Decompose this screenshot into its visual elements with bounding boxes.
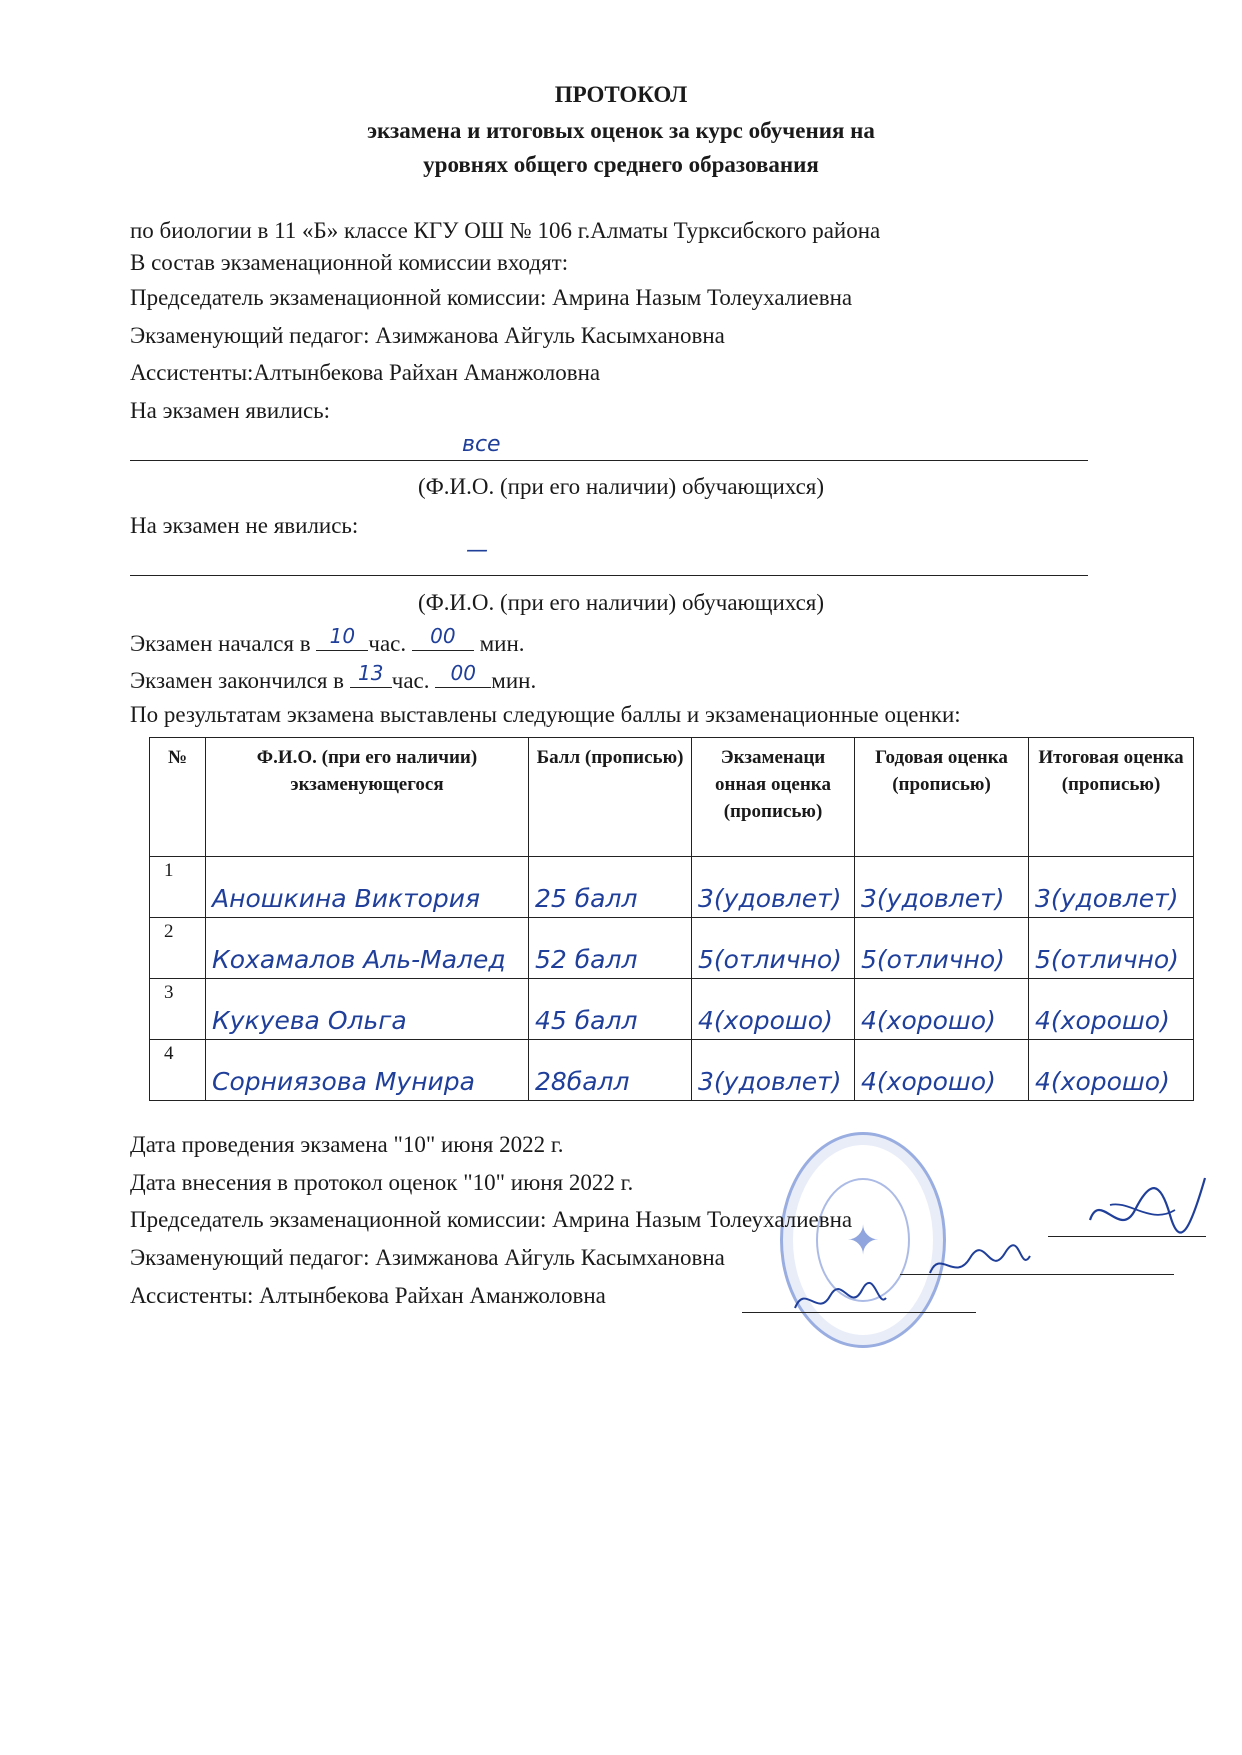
examiner-line: Экзаменующий педагог: Азимжанова Айгуль Касымхановна	[130, 323, 725, 348]
row-name-cell	[206, 979, 529, 1040]
row-name: Сорниязова Мунира	[212, 1067, 475, 1096]
grades-header-row	[150, 738, 1194, 857]
row-num: 4	[150, 1040, 206, 1101]
absent-caption: (Ф.И.О. (при его наличии) обучающихся)	[417, 590, 825, 615]
examiner-sign-line: Экзаменующий педагог: Азимжанова Айгуль Касымхановна	[130, 1245, 725, 1270]
row-score: 25 балл	[535, 884, 638, 913]
start-min-blank	[412, 624, 474, 651]
row-final-grade: 4(хорошо)	[1035, 1067, 1170, 1096]
row-score: 52 балл	[535, 945, 638, 974]
commission-line: В состав экзаменационной комиссии входят:	[130, 250, 569, 275]
end-min-value: 00	[450, 661, 476, 685]
row-exam-grade: 4(хорошо)	[698, 1006, 833, 1035]
present-label: На экзамен явились:	[130, 398, 331, 423]
table-row	[150, 918, 1194, 979]
row-exam-cell	[692, 979, 855, 1040]
end-time-line	[130, 661, 537, 694]
header-annual-grade: Годовая оценка (прописью)	[855, 738, 1029, 857]
row-name-cell	[206, 918, 529, 979]
assistants-line: Ассистенты:Алтынбекова Райхан Аманжоловна	[130, 360, 601, 385]
header-score: Балл (прописью)	[529, 738, 692, 857]
row-annual-cell	[855, 1040, 1029, 1101]
present-caption: (Ф.И.О. (при его наличии) обучающихся)	[417, 474, 825, 499]
protocol-title: ПРОТОКОЛ	[554, 82, 688, 107]
row-final-cell	[1029, 857, 1194, 918]
end-prefix: Экзамен закончился в	[130, 668, 345, 693]
row-annual-grade: 4(хорошо)	[861, 1067, 996, 1096]
header-num: №	[150, 738, 206, 857]
entry-date-line: Дата внесения в протокол оценок "10" июня 2022 г.	[130, 1170, 634, 1195]
row-exam-cell	[692, 1040, 855, 1101]
row-name: Кохамалов Аль-Малед	[212, 945, 506, 974]
start-min-value: 00	[430, 624, 456, 648]
chair-sign-line: Председатель экзаменационной комиссии: Амрина Назым Толеухалиевна	[130, 1207, 853, 1232]
grades-table	[149, 737, 1194, 1101]
subject-line: по биологии в 11 «Б» классе КГУ ОШ № 106 г.Алматы Турксибского района	[130, 218, 881, 243]
assistants-sign-line: Ассистенты: Алтынбекова Райхан Аманжоловна	[130, 1283, 606, 1308]
row-exam-grade: 3(удовлет)	[698, 1067, 842, 1096]
row-score: 45 балл	[535, 1006, 638, 1035]
row-exam-cell	[692, 857, 855, 918]
row-final-cell	[1029, 979, 1194, 1040]
row-annual-grade: 5(отлично)	[861, 945, 1005, 974]
row-score-cell	[529, 918, 692, 979]
header-name: Ф.И.О. (при его наличии) экзаменующегося	[206, 738, 529, 857]
present-underline	[130, 460, 1088, 461]
end-hour-unit: час.	[391, 668, 430, 693]
header-exam-grade: Экзаменаци онная оценка (прописью)	[692, 738, 855, 857]
row-num: 1	[150, 857, 206, 918]
examiner-signature	[925, 1238, 1035, 1288]
protocol-subtitle-1: экзамена и итоговых оценок за курс обучения на	[367, 118, 875, 143]
row-score-cell	[529, 979, 692, 1040]
row-final-grade: 5(отлично)	[1035, 945, 1179, 974]
row-exam-grade: 5(отлично)	[698, 945, 842, 974]
row-exam-cell	[692, 918, 855, 979]
row-annual-grade: 3(удовлет)	[861, 884, 1005, 913]
row-annual-cell	[855, 857, 1029, 918]
absent-handwritten: —	[466, 538, 488, 563]
row-annual-cell	[855, 979, 1029, 1040]
row-exam-grade: 3(удовлет)	[698, 884, 842, 913]
results-intro: По результатам экзамена выставлены следующие баллы и экзаменационные оценки:	[130, 702, 961, 727]
end-hour-value: 13	[358, 661, 384, 685]
row-annual-grade: 4(хорошо)	[861, 1006, 996, 1035]
table-row	[150, 979, 1194, 1040]
present-handwritten: все	[462, 432, 501, 457]
stamp-emblem-icon: ✦	[816, 1178, 910, 1302]
protocol-subtitle-2: уровнях общего среднего образования	[423, 152, 819, 177]
absent-underline	[130, 575, 1088, 576]
start-min-unit: мин.	[479, 631, 525, 656]
end-min-blank	[435, 661, 491, 688]
start-prefix: Экзамен начался в	[130, 631, 311, 656]
end-min-unit: мин.	[491, 668, 537, 693]
chair-signature	[1080, 1170, 1210, 1250]
end-hour-blank	[350, 661, 392, 688]
table-row	[150, 857, 1194, 918]
row-name-cell	[206, 857, 529, 918]
row-name: Кукуева Ольга	[212, 1006, 407, 1035]
start-hour-blank	[316, 624, 368, 651]
row-final-cell	[1029, 918, 1194, 979]
row-final-grade: 3(удовлет)	[1035, 884, 1179, 913]
row-name: Аношкина Виктория	[212, 884, 481, 913]
header-final-grade: Итоговая оценка (прописью)	[1029, 738, 1194, 857]
row-annual-cell	[855, 918, 1029, 979]
assistant-signature	[790, 1278, 890, 1323]
absent-label: На экзамен не явились:	[130, 513, 359, 538]
exam-date-line: Дата проведения экзамена "10" июня 2022 г.	[130, 1132, 564, 1157]
row-score-cell	[529, 1040, 692, 1101]
row-num: 3	[150, 979, 206, 1040]
table-row	[150, 1040, 1194, 1101]
chair-line: Председатель экзаменационной комиссии: Амрина Назым Толеухалиевна	[130, 285, 853, 310]
row-score: 28балл	[535, 1067, 630, 1096]
row-score-cell	[529, 857, 692, 918]
row-name-cell	[206, 1040, 529, 1101]
row-num: 2	[150, 918, 206, 979]
row-final-cell	[1029, 1040, 1194, 1101]
row-final-grade: 4(хорошо)	[1035, 1006, 1170, 1035]
start-hour-value: 10	[329, 624, 356, 648]
start-time-line	[130, 624, 525, 657]
start-hour-unit: час.	[368, 631, 407, 656]
